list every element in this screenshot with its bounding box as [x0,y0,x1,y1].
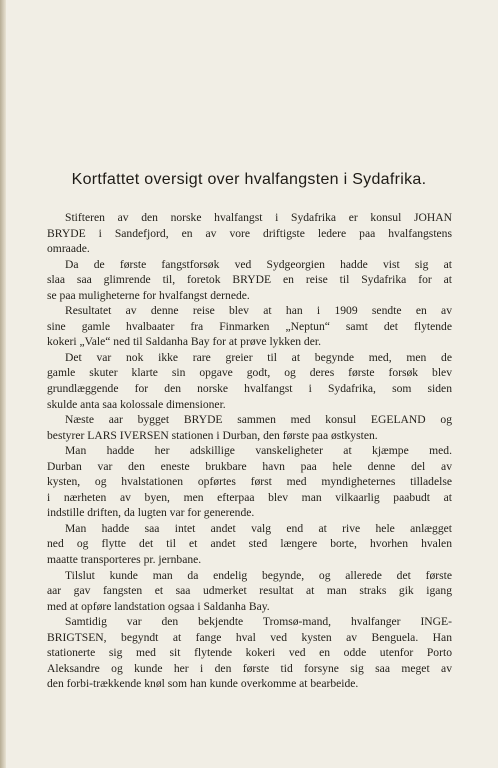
text-line: BRIGTSEN, begyndt at fange hval ved kysten av Benguela. Han [47,630,452,644]
paragraph [47,350,452,412]
text-line: stationerte sig med sit flytende kokeri ved en odde utenfor Porto [47,646,452,660]
text-line: i nærheten av byen, men efterpaa blev man vilkaarlig paabudt at [47,490,452,504]
paragraph [47,210,452,257]
text-line: sine gamle hvalbaater fra Finmarken „Neptun“ samt det flytende [47,319,452,333]
text-line: Man hadde her adskillige vanskeligheter at kjæmpe med. [65,444,452,458]
text-line: omraade. [47,242,90,256]
text-line: Tilslut kunde man da endelig begynde, og allerede det første [65,568,452,582]
paragraph [47,257,452,304]
text-line: kokeri „Vale“ ned til Saldanha Bay for at prøve lykken der. [47,335,321,349]
paragraph [47,303,452,350]
text-line: ned og flytte det til et andet sted længere borte, hvorhen hvalen [47,537,452,551]
paragraph [47,614,452,692]
paragraph [47,443,452,521]
text-line: indstille driften, da lugten var for generende. [47,506,255,520]
paragraph [47,521,452,568]
text-line: slaa saa glimrende til, foretok BRYDE en reise til Sydafrika for at [47,273,452,287]
text-line: Resultatet av denne reise blev at han i 1909 sendte en av [65,304,452,318]
text-line: Det var nok ikke rare greier til at begynde med, men de [65,350,452,364]
text-line: Durban var den eneste brukbare havn paa hele denne del av [47,459,452,473]
text-line: Samtidig var den bekjendte Tromsø-mand, hvalfanger INGE- [65,615,452,629]
text-line: skulde anta saa kolossale dimensioner. [47,397,226,411]
text-line: grundlæggende for den norske hvalfangst i Sydafrika, som siden [47,382,452,396]
text-line: maatte transporteres pr. jernbane. [47,553,202,567]
text-line: den forbi-trækkende knøl som han kunde overkomme at bearbeide. [47,677,359,691]
text-line: Man hadde saa intet andet valg end at rive hele anlægget [65,521,452,535]
text-line: kysten, og hvalstationen opførtes først med myndigheternes tilladelse [47,475,452,489]
text-line: BRYDE i Sandefjord, en av vore driftigste ledere paa hvalfangstens [47,226,452,240]
body-text [47,210,452,692]
paragraph [47,412,452,443]
text-line: Aleksandre og kunde her i den første tid forsyne sig saa meget av [47,661,452,675]
text-line: Da de første fangstforsøk ved Sydgeorgien hadde vist sig at [65,257,452,271]
text-line: Stifteren av den norske hvalfangst i Sydafrika er konsul JOHAN [65,211,452,224]
page-gutter-shadow [0,0,6,768]
page-title: Kortfattet oversigt over hvalfangsten i Sydafrika. [71,171,427,188]
text-line: bestyrer LARS IVERSEN stationen i Durban, den første paa østkysten. [47,428,378,442]
text-line: aar gav fangsten et saa udmerket resultat at man straks gik igang [47,584,452,598]
text-line: Næste aar bygget BRYDE sammen med konsul EGELAND og [65,413,452,427]
text-line: gamle skuter klarte sin opgave godt, og deres første forsøk blev [47,366,452,380]
paragraph [47,568,452,615]
text-line: se paa muligheterne for hvalfangst dernede. [47,288,250,302]
text-line: med at opføre landstation ogsaa i Saldanha Bay. [47,599,270,613]
